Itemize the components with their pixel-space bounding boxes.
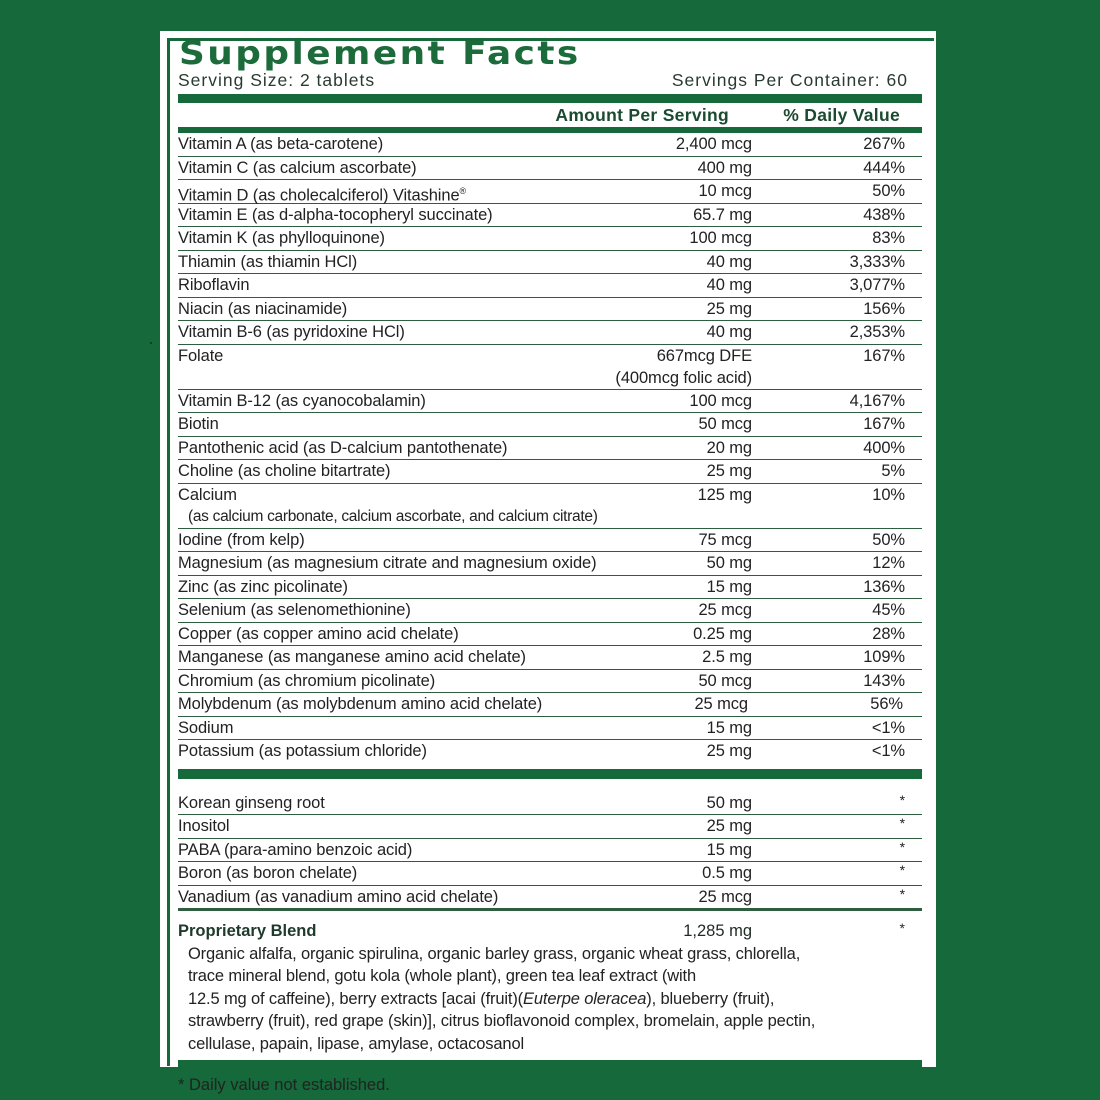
nutrient-dv: <1% [871, 742, 905, 760]
nutrient-amount: 0.25 mg [693, 624, 752, 643]
nutrient-amount: 25 mcg [698, 601, 752, 619]
ingredient-name: Vanadium (as vanadium amino acid chelate) [178, 887, 499, 906]
nutrient-dv: 136% [863, 577, 905, 596]
nutrient-row-folate [178, 345, 922, 390]
nutrient-dv: 56% [870, 695, 903, 713]
nutrient-dv: 3,333% [849, 252, 905, 271]
registered-mark: ® [459, 186, 467, 196]
nutrient-dv: 5% [881, 462, 905, 480]
blend-line-part: 12.5 mg of caffeine), berry extracts [acai (fruit)( [188, 989, 524, 1008]
nutrient-row [178, 321, 922, 345]
nutrient-name-text: Vitamin D (as cholecalciferol) Vitashine [178, 186, 460, 205]
blend-line: strawberry (fruit), red grape (skin)], citrus bioflavonoid complex, bromelain, apple pectin, [188, 1012, 816, 1031]
ingredient-dv: * [899, 815, 905, 831]
nutrient-row [178, 460, 922, 484]
nutrient-amount: 25 mcg [694, 695, 748, 713]
ingredient-row [178, 815, 922, 839]
blend-ingredients [178, 943, 922, 1056]
supplement-facts-label [178, 36, 922, 1097]
nutrient-table [178, 133, 922, 763]
ingredient-amount: 25 mg [706, 817, 752, 835]
nutrient-amount: 2.5 mg [702, 648, 752, 666]
nutrient-name [178, 484, 598, 528]
nutrient-row [178, 204, 922, 228]
nutrient-name: Vitamin K (as phylloquinone) [178, 229, 385, 247]
nutrient-name: Folate [178, 346, 224, 365]
nutrient-name: Chromium (as chromium picolinate) [178, 671, 436, 690]
nutrient-amount: 125 mg [697, 485, 752, 504]
nutrient-dv: 50% [872, 530, 905, 549]
nutrient-name: Copper (as copper amino acid chelate) [178, 624, 459, 643]
amount-column-header: Amount Per Serving [555, 105, 729, 125]
label-title: Supplement Facts [179, 34, 581, 72]
serving-size: Serving Size: 2 tablets [178, 70, 376, 90]
nutrient-name: Manganese (as manganese amino acid chelate) [178, 648, 526, 666]
nutrient-name: Biotin [178, 415, 219, 433]
footer-divider-bar [178, 1060, 922, 1070]
nutrient-row [178, 227, 922, 251]
amount-line-1: 667mcg DFE [656, 346, 752, 365]
nutrient-name: Vitamin E (as d-alpha-tocopheryl succinate) [178, 205, 493, 224]
nutrient-row [178, 529, 922, 553]
nutrient-row [178, 413, 922, 437]
ingredient-amount: 50 mg [706, 793, 752, 812]
nutrient-row [178, 623, 922, 647]
blend-dv: * [899, 919, 905, 936]
nutrient-dv: 12% [872, 554, 905, 572]
divider-bar [178, 94, 922, 103]
nutrient-name: Vitamin C (as calcium ascorbate) [178, 158, 417, 177]
nutrient-row [178, 251, 922, 275]
nutrient-amount: 25 mg [706, 462, 752, 480]
nutrient-row [178, 180, 922, 204]
blend-line: Organic alfalfa, organic spirulina, organic barley grass, organic wheat grass, chlorella, [188, 944, 801, 963]
nutrient-name: Zinc (as zinc picolinate) [178, 577, 348, 596]
nutrient-amount: 50 mcg [698, 415, 752, 433]
nutrient-amount: 40 mg [706, 323, 752, 341]
nutrient-source: (as calcium carbonate, calcium ascorbate, and calcium citrate) [188, 507, 598, 525]
nutrient-row [178, 599, 922, 623]
servings-per-container: Servings Per Container: 60 [671, 70, 908, 90]
ingredient-name: PABA (para-amino benzoic acid) [178, 840, 413, 859]
nutrient-name [178, 180, 578, 203]
ingredient-name: Inositol [178, 817, 230, 835]
nutrient-amount: 65.7 mg [693, 205, 752, 224]
blend-line: trace mineral blend, gotu kola (whole plant), green tea leaf extract (with [188, 967, 697, 986]
nutrient-amount: 40 mg [706, 252, 752, 271]
nutrient-row [178, 717, 922, 741]
nutrient-amount: 25 mg [706, 299, 752, 318]
amount-line-2: (400mcg folic acid) [615, 368, 752, 387]
blend-amount: 1,285 mg [683, 921, 752, 940]
nutrient-name: Vitamin A (as beta-carotene) [178, 135, 384, 153]
nutrient-name: Thiamin (as thiamin HCl) [178, 252, 358, 271]
ingredient-row [178, 886, 922, 909]
nutrient-dv: 83% [872, 229, 905, 247]
ingredient-amount: 0.5 mg [702, 864, 752, 882]
ingredient-row [178, 839, 922, 863]
nutrient-row [178, 390, 922, 414]
nutrient-dv: 167% [863, 415, 905, 433]
ingredient-name: Boron (as boron chelate) [178, 864, 358, 882]
nutrient-name: Niacin (as niacinamide) [178, 299, 348, 318]
column-header [178, 104, 922, 127]
nutrient-name-text: Calcium [178, 485, 237, 504]
nutrient-dv: 2,353% [849, 323, 905, 341]
nutrient-row [178, 693, 922, 717]
nutrient-dv: 156% [863, 299, 905, 318]
ingredient-dv: * [899, 885, 905, 902]
nutrient-amount: 15 mg [706, 718, 752, 737]
blend-name: Proprietary Blend [178, 921, 317, 940]
nutrient-dv: 45% [872, 601, 905, 619]
nutrient-dv: 400% [863, 438, 905, 457]
blend-line: cellulase, papain, lipase, amylase, octacosanol [188, 1034, 524, 1053]
nutrient-amount: 20 mg [706, 438, 752, 457]
nutrient-row [178, 298, 922, 322]
ingredient-row [178, 862, 922, 886]
nutrient-row [178, 576, 922, 600]
nutrient-dv: 267% [863, 135, 905, 153]
footnote: * Daily value not established. [178, 1076, 390, 1095]
nutrient-name: Pantothenic acid (as D-calcium pantothenate) [178, 438, 508, 457]
nutrient-amount: 40 mg [706, 276, 752, 294]
nutrient-amount: 400 mg [697, 158, 752, 177]
nutrient-name: Magnesium (as magnesium citrate and magnesium oxide) [178, 554, 597, 572]
nutrient-row [178, 740, 922, 763]
nutrient-name: Selenium (as selenomethionine) [178, 601, 411, 619]
nutrient-amount: 50 mcg [698, 671, 752, 690]
nutrient-row-calcium [178, 484, 922, 529]
ingredient-dv: * [899, 838, 905, 855]
stray-mark [150, 342, 152, 344]
nutrient-dv: 167% [863, 346, 905, 365]
nutrient-row [178, 133, 922, 157]
species-name: Euterpe oleracea [523, 989, 647, 1008]
nutrient-row [178, 670, 922, 694]
serving-info [178, 69, 922, 91]
nutrient-name: Potassium (as potassium chloride) [178, 742, 427, 760]
nutrient-amount: 10 mcg [698, 182, 752, 200]
nutrient-row [178, 437, 922, 461]
blend-line [188, 988, 922, 1011]
nutrient-amount [578, 345, 752, 389]
nutrient-name: Choline (as choline bitartrate) [178, 462, 391, 480]
nutrient-amount: 15 mg [706, 577, 752, 596]
divider-line [178, 908, 922, 911]
nutrient-amount: 75 mcg [698, 530, 752, 549]
nutrient-name: Vitamin B-6 (as pyridoxine HCl) [178, 323, 405, 341]
nutrient-dv: 50% [872, 182, 905, 200]
nutrient-amount: 100 mcg [689, 229, 752, 247]
nutrient-dv: 3,077% [849, 276, 905, 294]
nutrient-amount: 50 mg [706, 554, 752, 572]
nutrient-dv: 109% [863, 648, 905, 666]
nutrient-row [178, 274, 922, 298]
ingredient-amount: 25 mcg [698, 887, 752, 906]
nutrient-dv: 4,167% [849, 391, 905, 410]
nutrient-row [178, 552, 922, 576]
other-ingredients-table [178, 792, 922, 909]
nutrient-row [178, 157, 922, 181]
nutrient-amount: 25 mg [706, 742, 752, 760]
nutrient-dv: <1% [871, 718, 905, 737]
nutrient-name: Molybdenum (as molybdenum amino acid chelate) [178, 695, 543, 713]
nutrient-amount: 2,400 mcg [675, 135, 752, 153]
nutrient-dv: 28% [872, 624, 905, 643]
ingredient-dv: * [899, 791, 905, 808]
nutrient-name: Vitamin B-12 (as cyanocobalamin) [178, 391, 426, 410]
nutrient-name: Riboflavin [178, 276, 250, 294]
ingredient-amount: 15 mg [706, 840, 752, 859]
nutrient-amount: 100 mcg [689, 391, 752, 410]
nutrient-dv: 444% [863, 158, 905, 177]
nutrient-dv: 143% [863, 671, 905, 690]
ingredient-name: Korean ginseng root [178, 793, 325, 812]
nutrient-name: Sodium [178, 718, 234, 737]
proprietary-blend-row [178, 920, 922, 943]
blend-line-part: ), blueberry (fruit), [646, 989, 775, 1008]
nutrient-dv: 438% [863, 205, 905, 224]
ingredient-row [178, 792, 922, 816]
daily-value-column-header: % Daily Value [783, 105, 900, 125]
ingredient-dv: * [899, 862, 905, 878]
nutrient-dv: 10% [872, 485, 905, 504]
section-divider-bar [178, 769, 922, 779]
nutrient-name: Iodine (from kelp) [178, 530, 305, 549]
nutrient-row [178, 646, 922, 670]
